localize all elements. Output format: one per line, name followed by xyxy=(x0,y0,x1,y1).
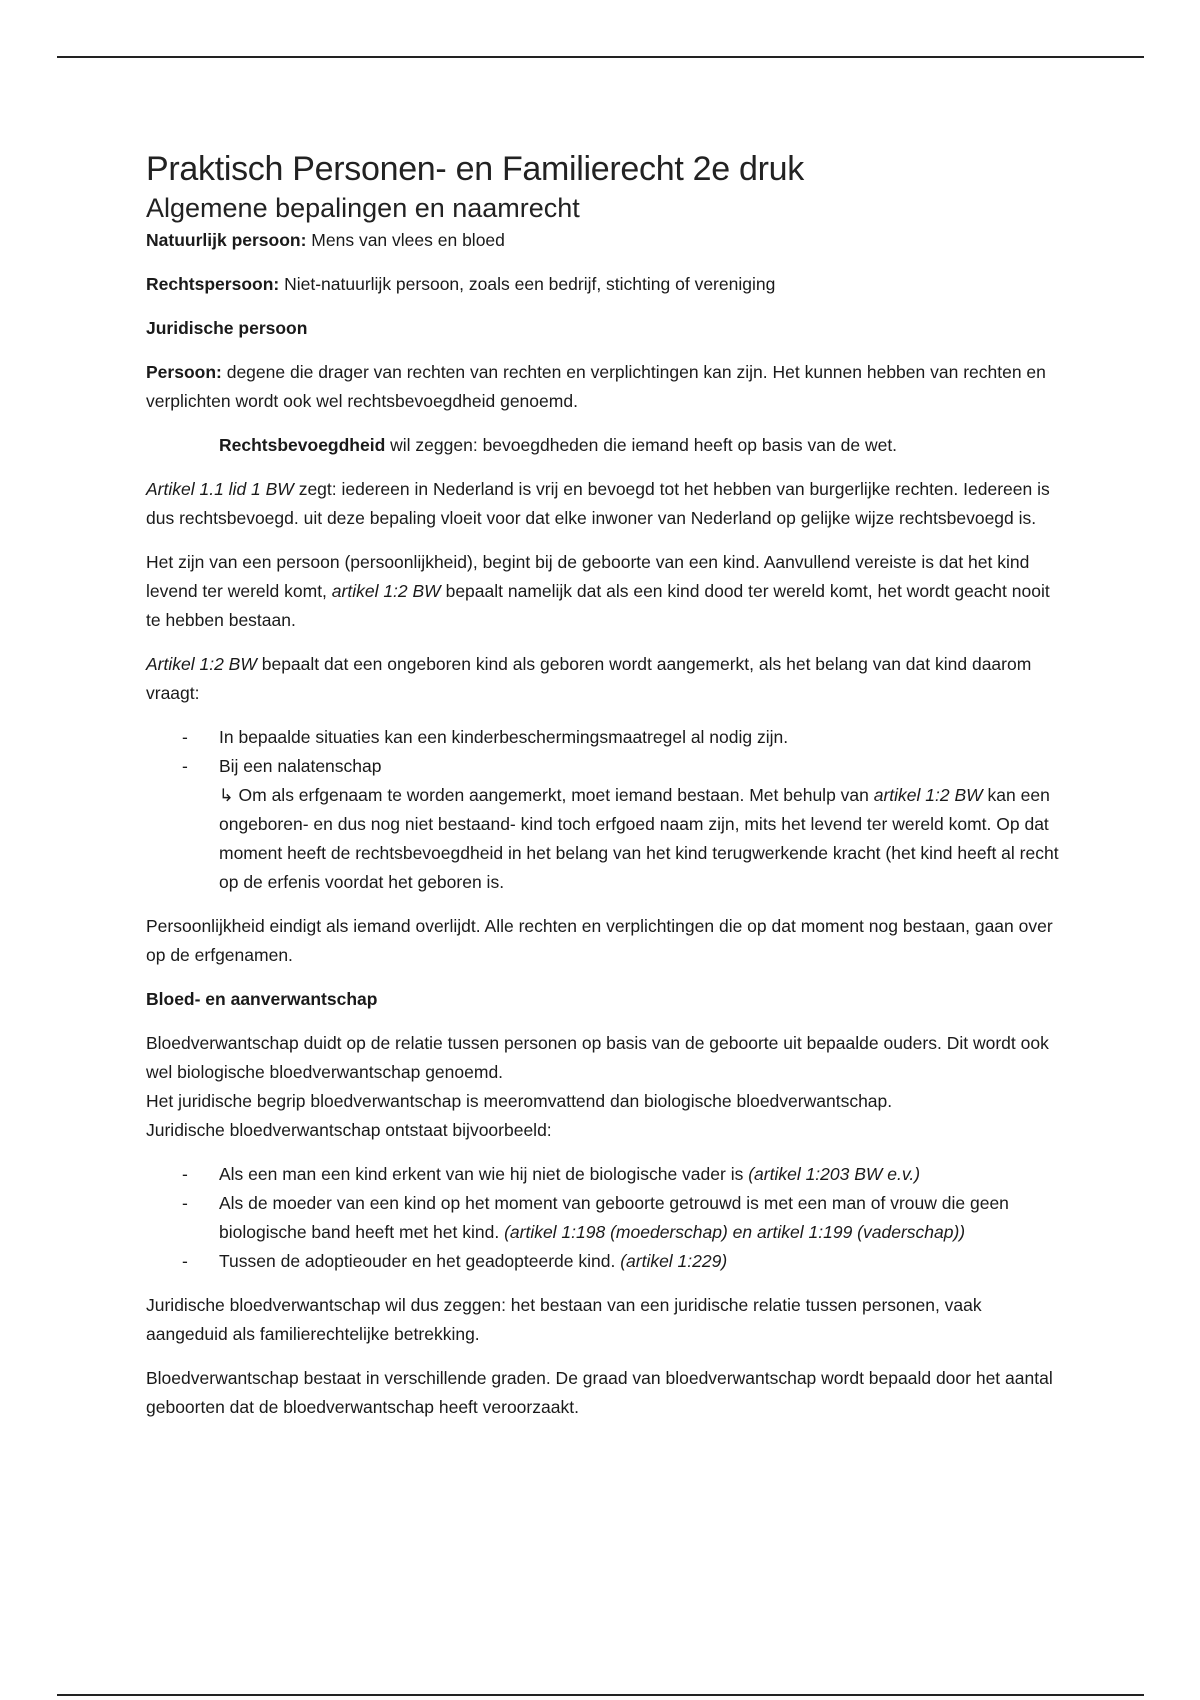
term: Persoon: xyxy=(146,362,222,382)
definition-persoon: Persoon: degene die drager van rechten van rechten en verplichtingen kan zijn. Het kunnen hebben van rechten en verplichten wordt ook wel rechtsbevoegdheid genoemd. xyxy=(146,362,1046,411)
law-reference: artikel 1:2 BW xyxy=(873,785,983,805)
paragraph-einde-persoonlijkheid: Persoonlijkheid eindigt als iemand overlijdt. Alle rechten en verplichtingen die op dat moment nog bestaan, gaan over op de erfgenamen. xyxy=(146,916,1053,965)
law-reference: (artikel 1:198 (moederschap) en artikel 1:199 (vaderschap)) xyxy=(504,1222,966,1242)
law-reference: artikel 1:2 BW xyxy=(331,581,441,601)
document-title: Praktisch Personen- en Familierecht 2e druk xyxy=(146,150,804,188)
top-rule xyxy=(57,56,1144,58)
paragraph-artikel-1-1: Artikel 1.1 lid 1 BW zegt: iedereen in Nederland is vrij en bevoegd tot het hebben van burgerlijke rechten. Iedereen is dus rechtsbevoegd. uit deze bepaling vloeit voor dat elke inwoner van Nederland op gelijke wijze rechtsbevoegd is. xyxy=(146,479,1050,528)
paragraph-bloedverwantschap: Bloedverwantschap duidt op de relatie tussen personen op basis van de geboorte uit bepaalde ouders. Dit wordt ook wel biologische bloedverwantschap genoemd. Het juridische begrip bloedverwantschap is meeromvattend dan biologische bloedverwantschap. Juridische bloedverwantschap ontstaat bijvoorbeeld: xyxy=(146,1033,1049,1140)
list-item: - In bepaalde situaties kan een kinderbeschermingsmaatregel al nodig zijn. xyxy=(146,723,1066,752)
list-ongeboren-kind xyxy=(146,723,1066,897)
definition-natuurlijk-persoon: Natuurlijk persoon: Mens van vlees en bloed xyxy=(146,230,505,250)
paragraph-juridische-bloedverwantschap: Juridische bloedverwantschap wil dus zeggen: het bestaan van een juridische relatie tussen personen, vaak aangeduid als familierechtelijke betrekking. xyxy=(146,1295,982,1344)
law-reference: Artikel 1:2 BW xyxy=(146,654,257,674)
law-reference: (artikel 1:229) xyxy=(620,1251,728,1271)
paragraph-graden: Bloedverwantschap bestaat in verschillende graden. De graad van bloedverwantschap wordt bepaald door het aantal geboorten dat de bloedverwantschap heeft veroorzaakt. xyxy=(146,1368,1053,1417)
term: Rechtspersoon: xyxy=(146,274,280,294)
law-reference: Artikel 1.1 lid 1 BW xyxy=(146,479,294,499)
bottom-rule xyxy=(57,1694,1144,1696)
document-body xyxy=(146,148,1066,1437)
law-reference: (artikel 1:203 BW e.v.) xyxy=(748,1164,921,1184)
paragraph-persoonlijkheid: Het zijn van een persoon (persoonlijkheid), begint bij de geboorte van een kind. Aanvullend vereiste is dat het kind levend ter wereld komt, artikel 1:2 BW bepaalt namelijk dat als een kind dood ter wereld komt, het wordt geacht nooit te hebben bestaan. xyxy=(146,552,1050,630)
list-juridische-bloedverwantschap xyxy=(146,1160,1066,1276)
list-item: - Als een man een kind erkent van wie hij niet de biologische vader is (artikel 1:203 BW e.v.) xyxy=(146,1160,1066,1189)
section-heading: Algemene bepalingen en naamrecht xyxy=(146,193,580,223)
list-item: - Bij een nalatenschap ↳ Om als erfgenaam te worden aangemerkt, moet iemand bestaan. Met behulp van artikel 1:2 BW kan een ongeboren- en dus nog niet bestaand- kind toch erfgoed naam zijn, mits het levend ter wereld komt. Op dat moment heeft de rechtsbevoegdheid in het belang van het kind terugwerkende kracht (het kind heeft al recht op de erfenis voordat het geboren is. xyxy=(146,752,1066,897)
definition-rechtspersoon: Rechtspersoon: Niet-natuurlijk persoon, zoals een bedrijf, stichting of vereniging xyxy=(146,274,776,294)
subheading-juridische-persoon: Juridische persoon xyxy=(146,318,308,338)
definition-rechtsbevoegdheid: Rechtsbevoegdheid wil zeggen: bevoegdheden die iemand heeft op basis van de wet. xyxy=(219,435,898,455)
paragraph-artikel-1-2: Artikel 1:2 BW bepaalt dat een ongeboren kind als geboren wordt aangemerkt, als het belang van dat kind daarom vraagt: xyxy=(146,654,1032,703)
sub-item: ↳ Om als erfgenaam te worden aangemerkt, moet iemand bestaan. Met behulp van artikel 1:2 BW kan een ongeboren- en dus nog niet bestaand- kind toch erfgoed naam zijn, mits het levend ter wereld komt. Op dat moment heeft de rechtsbevoegdheid in het belang van het kind terugwerkende kracht (het kind heeft al recht op de erfenis voordat het geboren is. xyxy=(219,785,1059,892)
list-item: - Tussen de adoptieouder en het geadopteerde kind. (artikel 1:229) xyxy=(146,1247,1066,1276)
term: Natuurlijk persoon: xyxy=(146,230,307,250)
term: Rechtsbevoegdheid xyxy=(219,435,386,455)
subheading-bloedverwantschap: Bloed- en aanverwantschap xyxy=(146,989,378,1009)
list-item: - Als de moeder van een kind op het moment van geboorte getrouwd is met een man of vrouw die geen biologische band heeft met het kind. (artikel 1:198 (moederschap) en artikel 1:199 (vaderschap)) xyxy=(146,1189,1066,1247)
